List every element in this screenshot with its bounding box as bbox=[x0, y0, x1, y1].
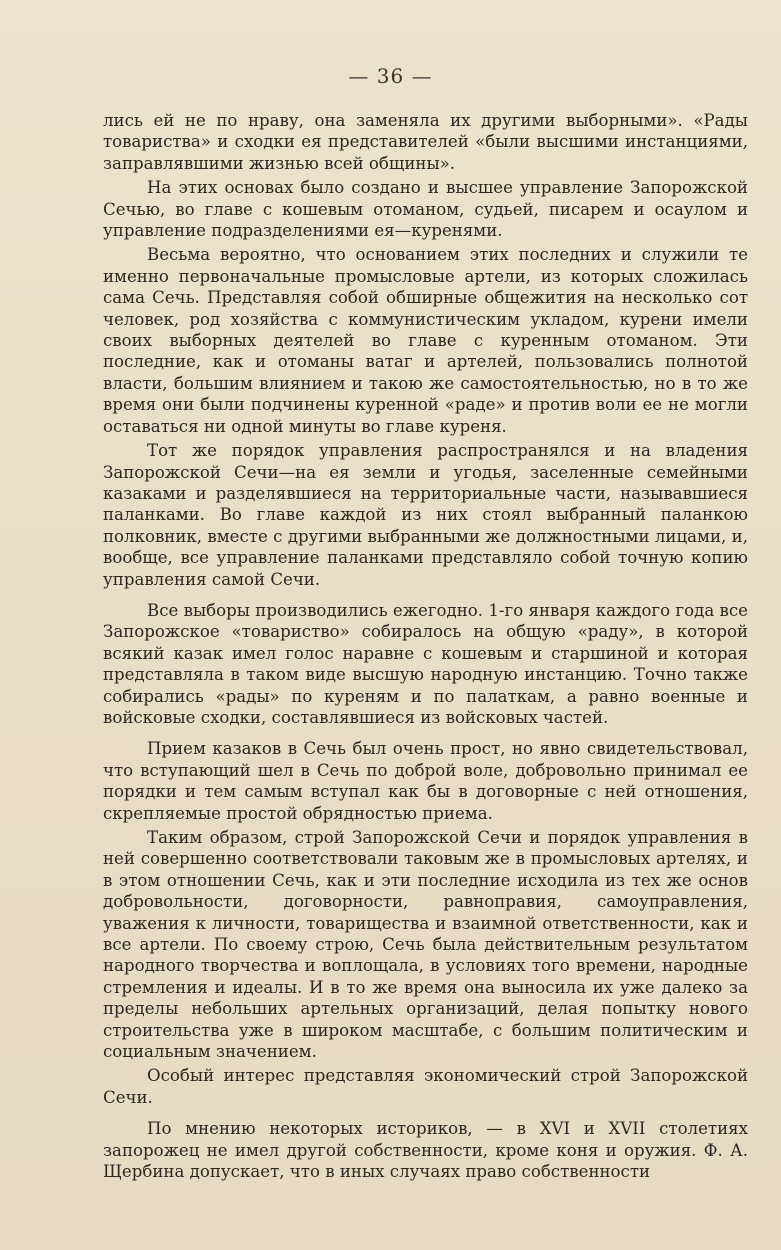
body-text bbox=[103, 110, 748, 1186]
paragraph-5: Все выборы производились ежегодно. 1-го января каждого года все Запорожское «товариство» собиралось на общую «раду», в которой всякий казак имел голос наравне с кошевым и старшиной и которая представляла в таком виде высшую народную инстанцию. Точно также собирались «рады» по куреням и по палаткам, а равно военные и войсковые сходки, составлявшиеся из войсковых частей. bbox=[103, 600, 748, 727]
paragraph-4: Тот же порядок управления распространялся и на владения Запорожской Сечи—на ея земли и угодья, заселенные семейными казаками и разделявшиеся на территориальные части, называвшиеся паланками. Во главе каждой из них стоял выбранный паланкою полковник, вместе с другими выбранными же должностными лицами, и, вообще, все управление паланками представляло собой точную копию управления самой Сечи. bbox=[103, 441, 748, 589]
paragraph-3: Весьма вероятно, что основанием этих последних и служили те именно первоначальные промысловые артели, из которых сложилась сама Сечь. Представляя собой обширные общежития на несколько сот человек, род хозяйства с коммунистическим укладом, курени имели своих выборных деятелей во главе с куренным отоманом. Эти последние, как и отоманы ватаг и артелей, пользовались полнотой власти, большим влиянием и такою же самостоятельностью, но в то же время они были подчинены куренной «раде» и против воли ее не могли оставаться ни одной минуты во главе куреня. bbox=[103, 245, 748, 436]
paragraph-8: Особый интерес представляя экономический строй Запорожской Сечи. bbox=[103, 1066, 748, 1107]
paragraph-7: Таким образом, строй Запорожской Сечи и порядок управления в ней совершенно соответствовали таковым же в промысловых артелях, и в этом отношении Сечь, как и эти последние исходила из тех же основ добровольности, договорности, равноправия, самоуправления, уважения к личности, товарищества и взаимной ответственности, как и все артели. По своему строю, Сечь была действительным результатом народного творчества и воплощала, в условиях того времени, народные стремления и идеалы. И в то же время она выносила их уже далеко за пределы небольших артельных организаций, делая попытку нового строительства уже в широком масштабе, с большим политическим и социальным значением. bbox=[103, 828, 748, 1062]
paragraph-1: лись ей не по нраву, она заменяла их другими выборными». «Рады товариства» и сходки ея представителей «были высшими инстанциями, заправлявшими жизнью всей общины». bbox=[103, 111, 748, 173]
paragraph-9: По мнению некоторых историков, — в XVI и XVII столетиях запорожец не имел другой собственности, кроме коня и оружия. Ф. А. Щербина допускает, что в иных случаях право собственности bbox=[103, 1119, 748, 1182]
page-number: — 36 — bbox=[348, 64, 433, 88]
paragraph-2: На этих основах было создано и высшее управление Запорожской Сечью, во главе с кошевым отоманом, судьей, писарем и осаулом и управление подразделениями ея—куренями. bbox=[103, 178, 748, 241]
paragraph-6: Прием казаков в Сечь был очень прост, но явно свидетельствовал, что вступающий шел в Сечь по доброй воле, добровольно принимал ее порядки и тем самым вступал как бы в договорные с ней отношения, скрепляемые простой обрядностью приема. bbox=[103, 739, 748, 823]
